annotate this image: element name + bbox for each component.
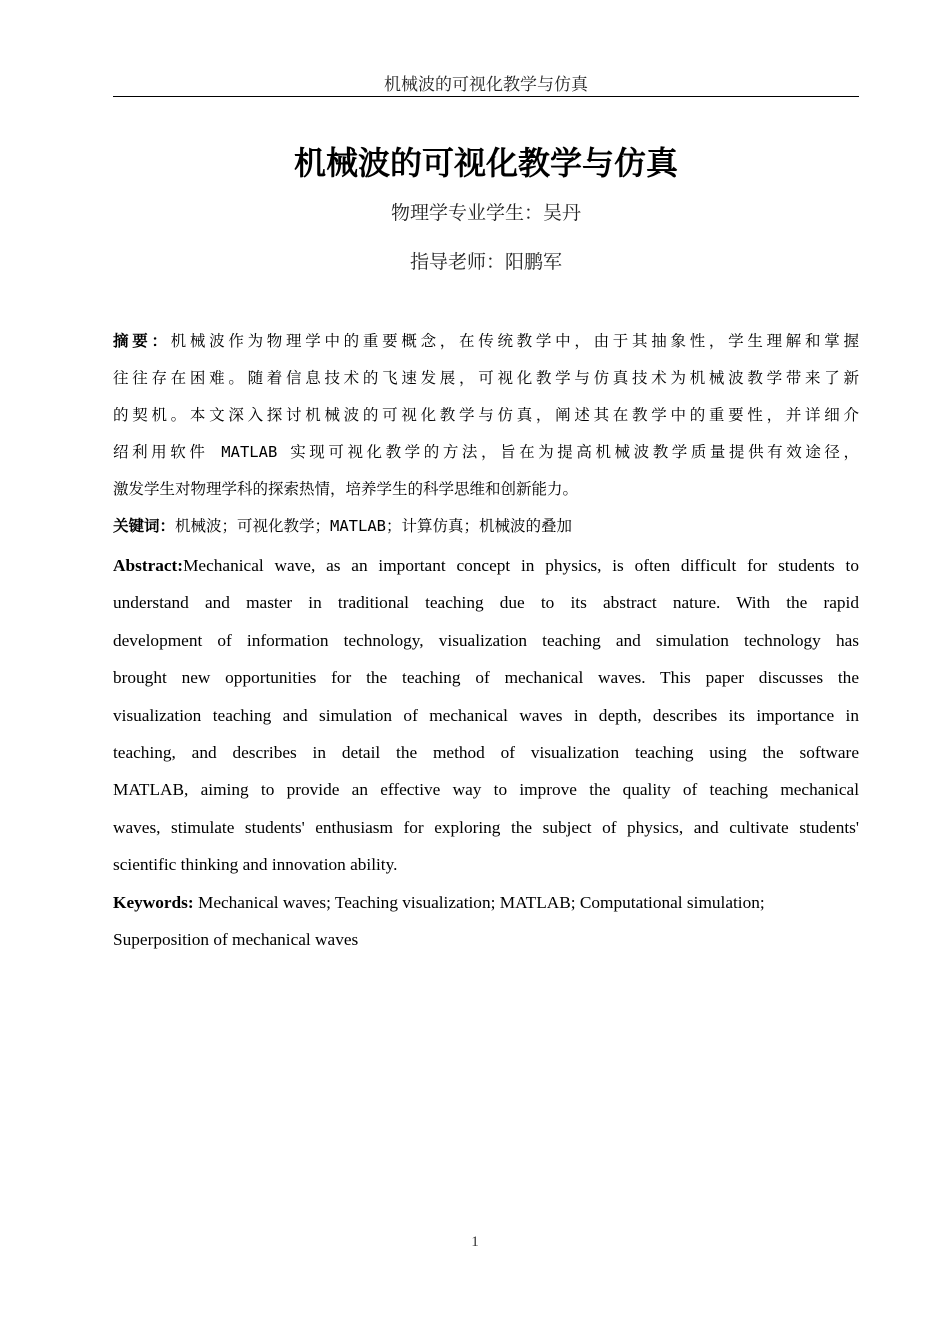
keywords-label: Keywords: — [113, 892, 194, 912]
abstract-line: 绍利用软件 MATLAB 实现可视化教学的方法，旨在为提高机械波教学质量提供有效途径， — [113, 443, 859, 461]
advisor-line: 指导老师：阳鹏军 — [409, 251, 562, 273]
chinese-abstract — [113, 323, 859, 545]
abstract-line: 的契机。本文深入探讨机械波的可视化教学与仿真，阐述其在教学中的重要性，并详细介 — [113, 406, 859, 424]
keywords-text: Mechanical waves; Teaching visualization; MATLAB; Computational simulation; — [193, 892, 765, 912]
abstract-text: 机械波作为物理学中的重要概念，在传统教学中，由于其抽象性，学生理解和掌握 — [170, 332, 859, 350]
abstract-label: Abstract: — [113, 556, 184, 575]
author-line: 物理学专业学生：吴丹 — [390, 202, 581, 224]
page-title: 机械波的可视化教学与仿真 — [293, 144, 678, 182]
abstract-line — [113, 547, 859, 584]
abstract-line: 激发学生对物理学科的探索热情，培养学生的科学思维和创新能力。 — [113, 480, 579, 498]
keywords-text: 机械波；可视化教学；MATLAB；计算仿真；机械波的叠加 — [175, 517, 573, 535]
running-header: 机械波的可视化教学与仿真 — [384, 75, 588, 95]
keywords-line — [113, 508, 859, 545]
abstract-line: MATLAB, aiming to provide an effective way to improve the quality of teaching mechanical — [113, 780, 859, 800]
page-number: 1 — [471, 1234, 479, 1250]
abstract-line: teaching, and describes in detail the method of visualization teaching using the software — [113, 742, 859, 762]
header-rule — [113, 96, 859, 97]
abstract-line: understand and master in traditional teaching due to its abstract nature. With the rapid — [113, 593, 859, 613]
keywords-label: 关键词： — [113, 517, 176, 535]
keywords-line: Superposition of mechanical waves — [113, 929, 359, 949]
abstract-text: Mechanical wave, as an important concept in physics, is often difficult for students to — [183, 556, 859, 575]
abstract-line: development of information technology, visualization teaching and simulation technology has — [113, 630, 859, 650]
abstract-line: brought new opportunities for the teaching of mechanical waves. This paper discusses the — [113, 668, 859, 688]
keywords-line — [113, 884, 859, 921]
abstract-line: scientific thinking and innovation ability. — [113, 855, 398, 875]
abstract-line — [113, 323, 859, 360]
english-abstract — [113, 547, 859, 958]
abstract-line: visualization teaching and simulation of mechanical waves in depth, describes its importance in — [113, 705, 859, 725]
abstract-label: 摘要： — [113, 332, 171, 350]
abstract-line: waves, stimulate students' enthusiasm for exploring the subject of physics, and cultivate students' — [113, 817, 859, 837]
abstract-line: 往往存在困难。随着信息技术的飞速发展，可视化教学与仿真技术为机械波教学带来了新 — [113, 369, 859, 387]
